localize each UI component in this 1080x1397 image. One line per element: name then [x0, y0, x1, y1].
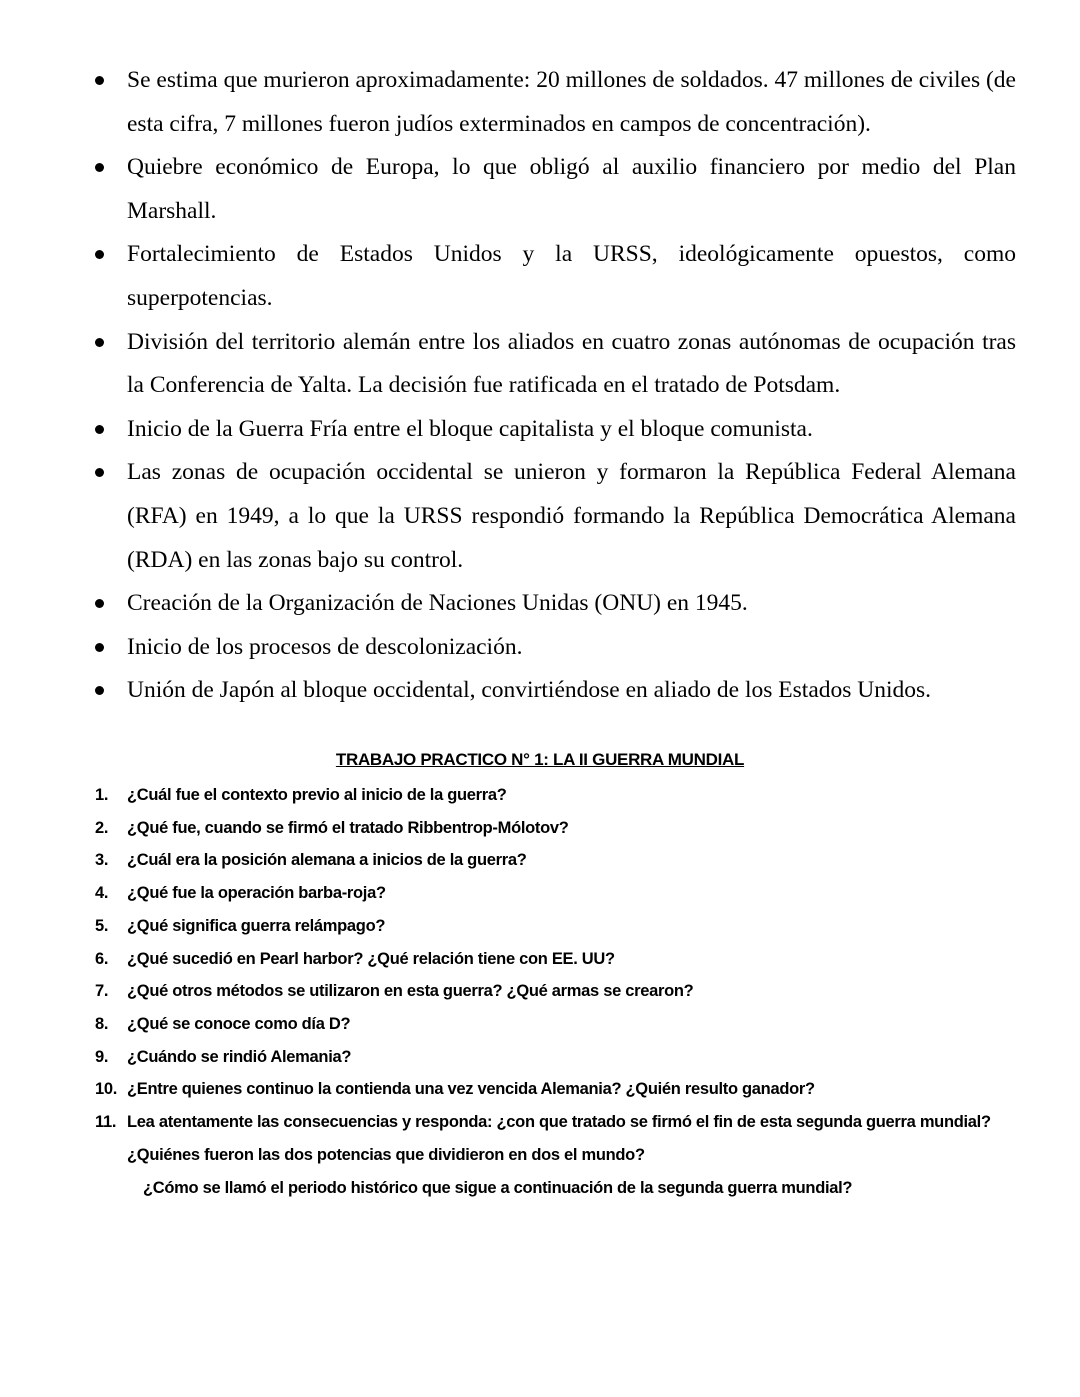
question-number: 6.: [95, 949, 109, 968]
question-text: ¿Qué fue la operación barba-roja?: [127, 884, 386, 903]
list-item-text: Fortalecimiento de Estados Unidos y la URSS, ideológicamente opuestos, como superpotencias.: [127, 241, 1016, 311]
list-item: [95, 233, 1016, 320]
question-number: 9.: [95, 1047, 109, 1066]
section-title: TRABAJO PRACTICO N° 1: LA II GUERRA MUNDIAL: [335, 750, 745, 769]
question-item: [95, 1073, 1020, 1106]
question-text: ¿Qué significa guerra relámpago?: [127, 916, 386, 935]
list-item: [95, 321, 1016, 408]
bullet-icon: [95, 250, 104, 259]
question-number: 4.: [95, 884, 109, 903]
questions-list: [95, 779, 1020, 1171]
question-item: [95, 812, 1020, 845]
bullet-icon: [95, 425, 104, 434]
question-item: [95, 975, 1020, 1008]
question-number: 10.: [95, 1080, 118, 1099]
list-item: [95, 582, 1016, 626]
list-item-text: Inicio de los procesos de descolonización.: [127, 633, 523, 660]
list-item: [95, 408, 1016, 452]
list-item: [95, 451, 1016, 582]
list-item-text: Inicio de la Guerra Fría entre el bloque capitalista y el bloque comunista.: [127, 415, 813, 442]
question-number: 1.: [95, 786, 109, 804]
extra-question: ¿Cómo se llamó el periodo histórico que sigue a continuación de la segunda guerra mundial?: [143, 1179, 853, 1197]
question-text: ¿Cuál era la posición alemana a inicios de la guerra?: [127, 851, 527, 870]
list-item-text: División del territorio alemán entre los aliados en cuatro zonas autónomas de ocupación tras la Conferencia de Yalta. La decisión fue ratificada en el tratado de Potsdam.: [127, 328, 1016, 399]
question-text: Lea atentamente las consecuencias y responda: ¿con que tratado se firmó el fin de esta segunda guerra mundial? ¿Quiénes fueron las dos potencias que dividieron en dos el mundo?: [127, 1113, 991, 1164]
bullet-icon: [95, 468, 104, 477]
question-number: 11.: [95, 1113, 117, 1132]
bullet-icon: [95, 76, 104, 85]
list-item: [95, 626, 1016, 670]
bullet-icon: [95, 599, 104, 608]
list-item: [95, 669, 1016, 713]
question-text: ¿Qué otros métodos se utilizaron en esta guerra? ¿Qué armas se crearon?: [127, 982, 694, 1001]
question-text: ¿Entre quienes continuo la contienda una vez vencida Alemania? ¿Quién resulto ganador?: [127, 1080, 815, 1099]
question-number: 7.: [95, 982, 109, 1001]
question-text: ¿Qué sucedió en Pearl harbor? ¿Qué relación tiene con EE. UU?: [127, 949, 615, 968]
list-item-text: Quiebre económico de Europa, lo que obligó al auxilio financiero por medio del Plan Marshall.: [127, 154, 1016, 224]
list-item: [95, 59, 1016, 146]
question-number: 2.: [95, 818, 109, 837]
question-item: [95, 910, 1020, 943]
question-text: ¿Qué se conoce como día D?: [127, 1014, 351, 1033]
question-item: [95, 1041, 1020, 1074]
bullet-icon: [95, 643, 104, 652]
list-item-text: Las zonas de ocupación occidental se unieron y formaron la República Federal Alemana (RFA) en 1949, a lo que la URSS respondió formando la República Democrática Alemana (RDA) en las zonas bajo su control.: [127, 459, 1016, 573]
list-item-text: Se estima que murieron aproximadamente: 20 millones de soldados. 47 millones de civiles (de esta cifra, 7 millones fueron judíos exterminados en campos de concentración).: [127, 67, 1016, 137]
question-item: [95, 1008, 1020, 1041]
question-item: [95, 877, 1020, 910]
question-number: 3.: [95, 851, 109, 870]
bullet-icon: [95, 338, 104, 347]
question-item: [95, 1106, 1020, 1171]
question-text: ¿Cuándo se rindió Alemania?: [127, 1047, 352, 1066]
question-text: ¿Cuál fue el contexto previo al inicio de la guerra?: [127, 786, 507, 804]
question-item: [95, 943, 1020, 976]
question-item: [95, 844, 1020, 877]
question-text: ¿Qué fue, cuando se firmó el tratado Ribbentrop-Mólotov?: [127, 818, 569, 837]
consequences-list: [95, 59, 1016, 713]
question-number: 8.: [95, 1014, 109, 1033]
list-item-text: Unión de Japón al bloque occidental, convirtiéndose en aliado de los Estados Unidos.: [127, 677, 932, 704]
question-number: 5.: [95, 916, 109, 935]
bullet-icon: [95, 163, 104, 172]
bullet-icon: [95, 686, 104, 695]
list-item-text: Creación de la Organización de Naciones Unidas (ONU) en 1945.: [127, 590, 748, 617]
question-item: [95, 779, 1020, 812]
list-item: [95, 146, 1016, 233]
